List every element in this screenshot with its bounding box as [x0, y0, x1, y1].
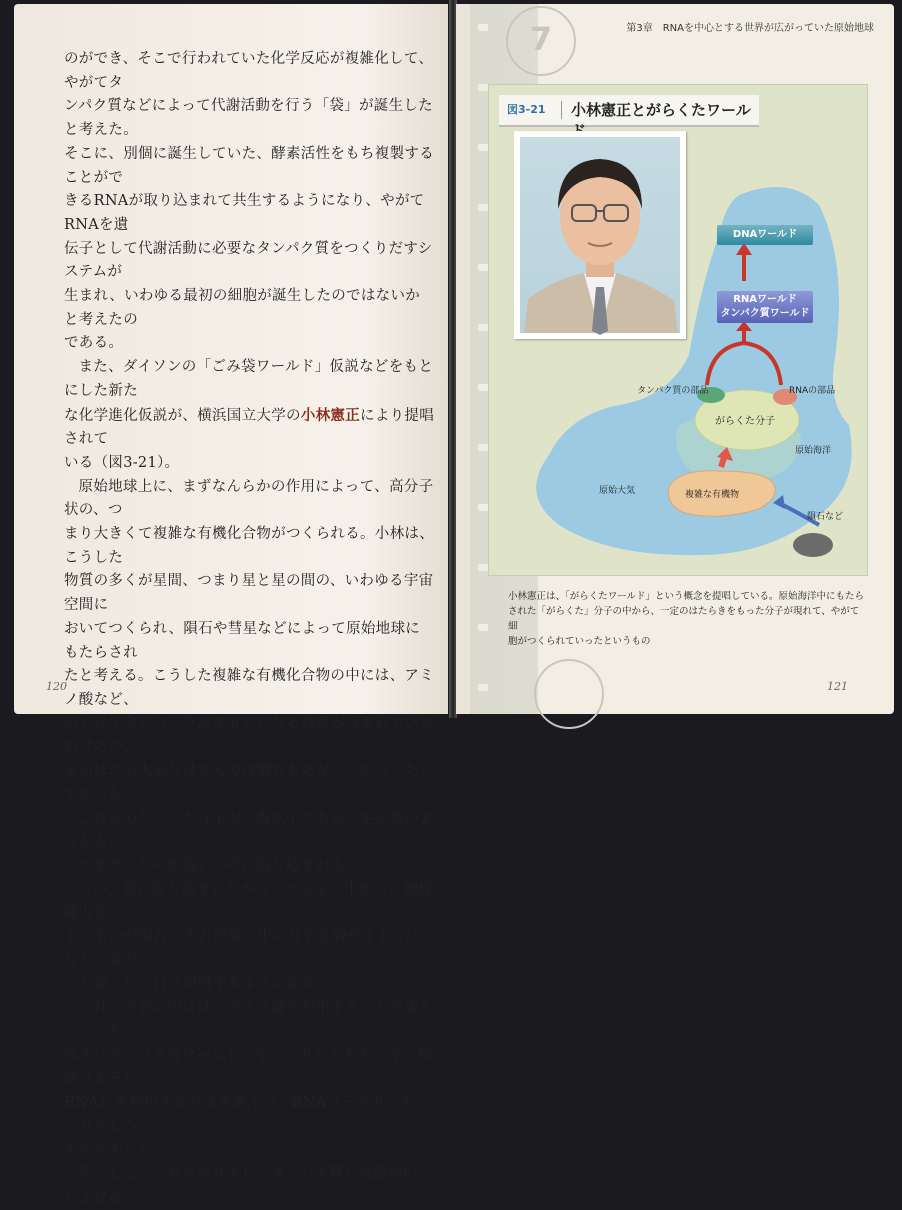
text-line: ンパク質などによって代謝活動を行う「袋」が誕生したと考えた。 — [64, 98, 433, 139]
junk-molecules-label: がらくた分子 — [715, 416, 775, 427]
left-page-body — [64, 48, 434, 1210]
film-reel-icon: 7 — [506, 6, 576, 76]
film-hole — [478, 84, 488, 91]
film-hole — [478, 684, 488, 691]
text-line: な化学進化仮説が、横浜国立大学の — [64, 407, 301, 424]
figure-panel — [488, 84, 868, 576]
meteorites-label: 隕石など — [807, 512, 844, 522]
film-hole — [478, 204, 488, 211]
film-hole — [478, 144, 488, 151]
meteorite-rock — [793, 533, 833, 557]
box-line: RNAワールド — [733, 294, 797, 305]
running-head: 第3章 RNAを中心とする世界が広がっていた原始地球 — [626, 23, 874, 34]
text-line: 「分裂」して自己増殖するようになる。 — [64, 976, 331, 993]
dna-world-box: DNAワールド — [717, 225, 813, 245]
text-line: である。 — [64, 335, 124, 352]
text-line: この、袋に取り込まれたがらくた分子の中から、触媒能力を — [64, 881, 434, 922]
text-line: たと考える。こうした複雑な有機化合物の中には、アミノ酸など、 — [64, 668, 434, 708]
text-line: また、ダイソンの「ごみ袋ワールド」仮説などをもとにした新た — [64, 359, 434, 399]
film-hole — [478, 444, 488, 451]
figure-title: 小林憲正とがらくたワール — [571, 101, 751, 119]
paragraph-3 — [64, 476, 434, 808]
text-line: ゆる「タンパク質ワールド」をつくりだしたものや、核酸（おそらく — [64, 1047, 433, 1088]
caption-line: 胞がつくられていったというもの — [508, 636, 651, 647]
text-line: のができ、そこで行われていた化学反応が複雑化して、やがてタ — [64, 51, 434, 91]
text-line: のちに生命をつくりだすもとになる物質が含まれているわけだが、 — [64, 715, 434, 756]
primordial-ocean-label: 原始海洋 — [795, 446, 832, 456]
text-line: 物質の多くが星間、つまり星と星の間の、いわゆる宇宙空間に — [64, 573, 434, 614]
highlighted-name: 小林憲正 — [300, 406, 361, 424]
text-line: ものがあった。 — [64, 1142, 168, 1159]
text-line: これらの袋の中には、アミノ酸を利用することを選んで、いわ — [64, 1000, 434, 1040]
caption-line: 小林憲正は、「がらくたワールド」という概念を提唱している。原始海洋中にもたら — [508, 591, 865, 602]
paragraph-4 — [64, 808, 434, 879]
film-hole — [478, 264, 488, 271]
film-hole — [478, 324, 488, 331]
complex-organics-label: 複雑な有機物 — [685, 490, 740, 500]
film-reel-icon — [534, 659, 604, 729]
text-line: おいてつくられ、隕石や彗星などによって原始地球にもたらされ — [64, 620, 421, 661]
text-line: まり大きくて複雑な有機化合物がつくられる。小林は、こうした — [64, 526, 434, 566]
text-line: 原始地球上に、まずなんらかの作用によって、高分子状の、つ — [64, 478, 434, 519]
box-line: タンパク質ワールド — [720, 308, 810, 319]
text-line: もつものが現れ、それが袋の中の分子を増やすようになり、袋が — [64, 929, 421, 969]
paragraph-7 — [64, 1163, 434, 1210]
caption-line: された「がらくた」分子の中から、一定のはたらきをもった分子が現れて、やがて細 — [508, 606, 860, 632]
paragraph-1 — [64, 48, 434, 356]
text-line: 生まれ、いわゆる最初の細胞が誕生したのではないかと考えたの — [64, 288, 421, 328]
page-number-left: 120 — [46, 680, 67, 693]
paragraph-5 — [64, 879, 434, 998]
film-hole — [478, 384, 488, 391]
film-hole — [478, 624, 488, 631]
primordial-atmosphere-label: 原始大気 — [599, 486, 636, 496]
paragraph-2 — [64, 356, 434, 476]
figure-caption — [508, 589, 868, 649]
film-hole — [478, 504, 488, 511]
text-line: いる（図3-21）。 — [64, 454, 180, 471]
film-hole — [478, 564, 488, 571]
text-line: そのほかの大部分はなんの役割ももたない「がらくた」であった。 — [64, 763, 434, 803]
figure-label: 図3-21 — [507, 103, 546, 116]
text-line: RNA）を利用する方法を選んで「RNAワールド」をつくりだした — [64, 1094, 430, 1135]
rna-protein-world-box — [717, 291, 813, 323]
left-page — [14, 4, 448, 1206]
film-hole — [478, 24, 488, 31]
diagram-graphics — [489, 85, 867, 575]
text-line: そうして、これらが共生し、タンパク質と核酸がいっしょにな — [64, 1166, 433, 1206]
paragraph-6 — [64, 997, 434, 1163]
text-line: （つまりのちの細胞）の中に取り込まれる。 — [64, 857, 360, 874]
text-line: きるRNAが取り込まれて共生するようになり、やがてRNAを遺 — [64, 193, 425, 233]
right-page — [456, 4, 894, 714]
text-line: 伝子として代謝活動に必要なタンパク質をつくりだすシステムが — [64, 240, 433, 281]
text-line: これらのがらくた分子が、海水中である一定の袋のようなもの — [64, 810, 434, 851]
text-line: により提唱されて — [64, 407, 435, 448]
text-line: そこに、別個に誕生していた、酵素活性をもち複製することがで — [64, 145, 434, 186]
rna-part-label: RNAの部品 — [789, 386, 836, 396]
page-number-right: 121 — [827, 680, 848, 693]
protein-part-label: タンパク質の部品 — [637, 386, 709, 396]
